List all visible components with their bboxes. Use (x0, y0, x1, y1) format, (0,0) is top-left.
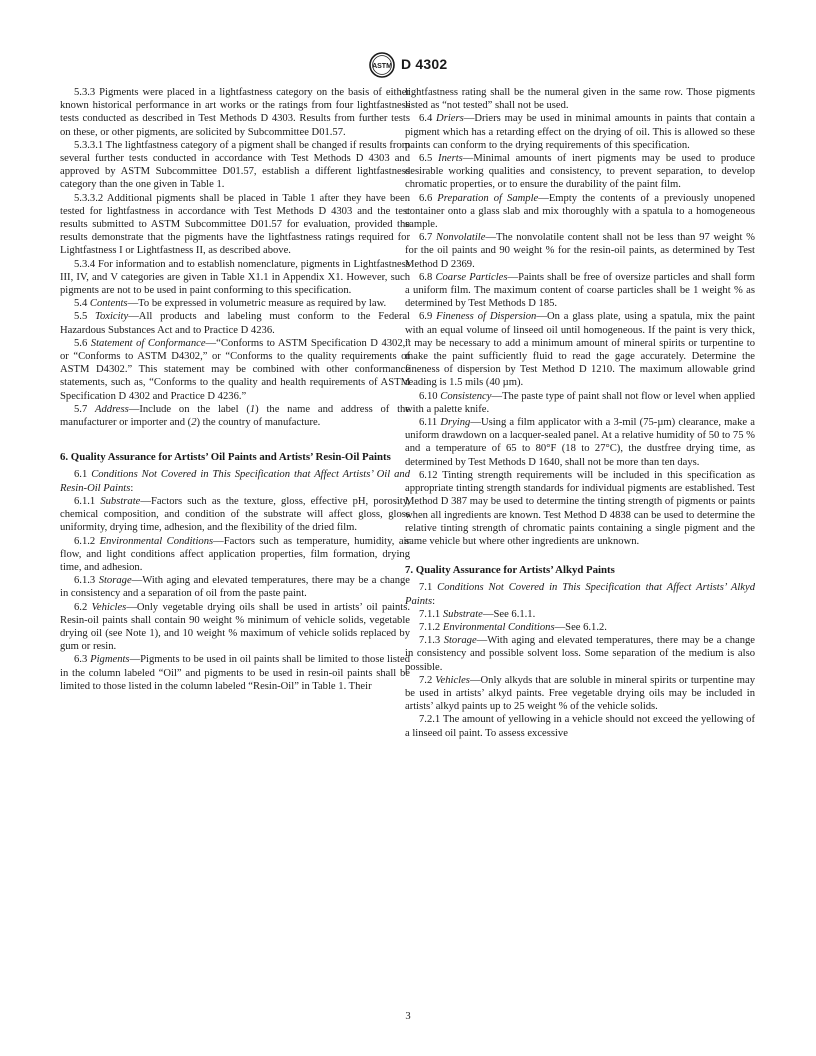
italic-run: 1 (249, 403, 256, 415)
paragraph (405, 231, 755, 271)
paragraph (405, 86, 755, 112)
text-run: 6.11 (419, 417, 441, 429)
text-run: —See 6.1.2. (554, 621, 607, 633)
paragraph (60, 297, 410, 310)
text-run: 6.1.1 (74, 495, 101, 507)
text-run: 6.2 (74, 601, 92, 613)
text-run: —Minimal amounts of inert pigments may be used to produce desirable working qualities and consistency, to prevent separation, to develop chromatic properties, or to ensure the durability of the paint film. (405, 153, 756, 191)
paragraph (405, 310, 755, 389)
text-run: 6.8 (419, 271, 436, 283)
italic-run: Contents (89, 298, 128, 310)
text-run: 7.1.2 (419, 621, 443, 633)
text-run: —All products and labeling must conform to the Federal Hazardous Substances Act and to Practice D 4236. (60, 311, 411, 336)
text-run: —The nonvolatile content shall not be less than 97 weight % for the oil paints and 90 weight % for the resin-oil paints, as determined by Test Method D 2369. (405, 232, 755, 270)
text-run: —With aging and elevated temperatures, there may be a change in consistency and a separation of oil from the paste paint. (60, 575, 410, 600)
text-run: 6.1.3 (74, 575, 99, 587)
text-run: 6.1.2 (74, 535, 100, 547)
section-heading: 6. Quality Assurance for Artists’ Oil Paints and Artists’ Resin-Oil Paints (60, 451, 391, 464)
standard-designation: D 4302 (401, 56, 448, 72)
text-run: 6.10 (419, 390, 441, 402)
text-run: ) the country of manufacture. (196, 417, 321, 429)
astm-logo-icon (369, 52, 395, 78)
paragraph (405, 634, 755, 674)
text-run: 7.2 (419, 674, 436, 686)
paragraph (405, 674, 755, 714)
text-run: —To be expressed in volumetric measure as required by law. (127, 298, 387, 310)
text-run: : (432, 595, 436, 607)
svg-text:ASTM: ASTM (372, 63, 392, 70)
text-run: 7.1.3 (419, 635, 444, 647)
text-run: 6.5 (419, 153, 439, 165)
paragraph (60, 86, 410, 139)
paragraph (60, 468, 410, 494)
italic-run: Environmental Conditions (99, 535, 214, 547)
text-run: —Empty the contents of a previously unopened container onto a glass slab and mix thoroughly with a spatula to a homogeneous sample. (405, 192, 756, 231)
text-run: 6.1 (74, 469, 92, 481)
page-number: 3 (405, 1011, 411, 1022)
paragraph (60, 653, 410, 693)
text-run: —Factors such as the texture, gloss, effective pH, porosity, chemical composition, and condition of the substrate will affect gloss, gloss uniformity, drying time, adhesion, and the flexibility of the dried film. (60, 495, 411, 534)
text-run: —With aging and elevated temperatures, there may be a change in consistency and possible solvent loss. Some separation of the medium is also possible. (405, 635, 755, 673)
left-column (60, 86, 410, 693)
text-run: 6.9 (419, 311, 437, 323)
italic-run: Coarse Particles (435, 271, 508, 283)
italic-run: Substrate (100, 495, 141, 507)
text-run: —Only alkyds that are soluble in mineral spirits or turpentine may be used in artists’ alkyd paints. Free vegetable drying oils may be included in artists’ alkyd paints up to 25 weight % of the vehicle solids. (405, 674, 755, 713)
italic-run: Driers (436, 113, 464, 125)
paragraph (405, 469, 755, 548)
section-heading: 7. Quality Assurance for Artists’ Alkyd Paints (405, 564, 615, 577)
text-run: 5.3.4 For information and to establish nomenclature, pigments in Lightfastness III, IV, and V categories are given in Table X1.1 in Appendix X1. However, such pigments are not to be used in paint conforming to this specification. (60, 258, 410, 297)
paragraph (405, 390, 755, 416)
text-run: —Using a film applicator with a 3-mil (75-µm) clearance, make a uniform drawdown on a lacquer-sealed panel. At a relative humidity of 50 to 75 % and a temperature of 65 to 80°F (18 to 27°C), the dustfree drying time, as determined by Test Methods D 1640, shall not be more than ten days. (405, 417, 755, 468)
italic-run: Drying (440, 417, 471, 429)
text-run: lightfastness rating shall be the numeral given in the same row. Those pigments listed as “not tested” shall not be used. (405, 87, 755, 112)
italic-run: Vehicles (435, 674, 470, 686)
italic-run: Conditions Not Covered in This Specification that Affect Artists’ Alkyd Paints (405, 582, 755, 607)
text-run: 5.6 (74, 337, 91, 349)
text-run: 7.1 (419, 582, 438, 594)
italic-run: Fineness of Dispersion (436, 311, 537, 323)
text-run: —Pigments to be used in oil paints shall be limited to those listed in the column labeled “Oil” and pigments to be used in resin-oil paints shall be limited to those listed in the column labeled “Resin-Oil” in Table 1. Their (60, 654, 411, 692)
text-run: 6.12 Tinting strength requirements will be included in this specification as appropriate tinting strength standards for individual pigments are established. Test Method D 387 may be used to determine the tinting strength of pigments or paints when all ingredients are known. Test Method D 4838 can be used to determine the relative tinting strength of chromatic paints containing a single pigment and the same vehicle but where other ingredients are unknown. (405, 469, 755, 547)
text-run: 5.3.3.2 Additional pigments shall be placed in Table 1 after they have been tested for lightfastness in accordance with Test Methods D 4303 and the test results submitted to ASTM Subcommittee D01.57 for evaluation, provided the results demonstrate that the pigments have the lightfastness ratings required for Lightfastness I or Lightfastness II, as described above. (60, 192, 410, 257)
text-run: 5.3.3.1 The lightfastness category of a pigment shall be changed if results from several further tests conducted in accordance with Test Methods D 4303 and approved by ASTM Subcommittee D01.57, establish a different lightfastness category than the one given in Table 1. (60, 139, 410, 191)
paragraph (60, 535, 410, 575)
paragraph (60, 574, 410, 600)
paragraph (60, 337, 410, 403)
italic-run: Conditions Not Covered in This Specification that Affect Artists’ Oil and Resin-Oil Paints (60, 469, 410, 494)
text-run: —“Conforms to ASTM Specification D 4302,” or “Conforms to ASTM D4302,” or “Conforms to the quality requirements of ASTM D4302.” This statement may be combined with other conformance statements, such as, “Conforms to the quality and health requirements of ASTM Specification D 4302 and Practice D 4236.” (60, 337, 411, 402)
text-run: —The paste type of paint shall not flow or level when applied with a palette knife. (405, 390, 755, 415)
italic-run: Vehicles (91, 601, 127, 613)
paragraph (60, 258, 410, 298)
paragraph (60, 403, 410, 429)
paragraph (405, 152, 755, 192)
italic-run: Address (95, 403, 129, 415)
text-run: —Paints shall be free of oversize particles and shall form a uniform film. The maximum content of coarse particles shall be 1 weight % as determined by Test Methods D 185. (405, 271, 755, 310)
paragraph (60, 495, 410, 535)
text-run: —On a glass plate, using a spatula, mix the paint with an equal volume of linseed oil until homogeneous. If the paint is very thick, it may be necessary to add a minimum amount of mineral spirits or turpentine to make the paint sufficiently fluid to read the gage accurately. Determine the fineness of dispersion by Test Method D 1210. The maximum allowable grind reading is 1.5 mils (40 µm). (405, 311, 756, 389)
italic-run: Preparation of Sample (437, 192, 539, 204)
paragraph (60, 192, 410, 258)
text-run: 7.1.1 (419, 608, 443, 620)
text-run: —Driers may be used in minimal amounts in paints that contain a pigment which has a retarding effect on the drying of oil. This is allowed so these paints can conform to the drying requirements of this specification. (405, 113, 755, 151)
paragraph (405, 581, 755, 607)
italic-run: Consistency (440, 390, 492, 402)
paragraph (405, 112, 755, 152)
text-run: —Factors such as temperature, humidity, air flow, and light conditions affect application properties, film formation, drying time, and adhesion. (60, 535, 410, 573)
paragraph (405, 713, 755, 739)
paragraph (405, 621, 755, 634)
text-run: 6.7 (419, 232, 437, 244)
italic-run: Toxicity (95, 311, 129, 323)
text-run: : (130, 482, 134, 494)
text-run: —Include on the label ( (128, 403, 250, 415)
italic-run: Environmental Conditions (442, 621, 555, 633)
italic-run: Statement of Conformance (90, 337, 206, 349)
italic-run: Nonvolatile (436, 232, 486, 244)
text-run: —Only vegetable drying oils shall be used in artists’ oil paints. Resin-oil paints shall contain 90 weight % minimum of vehicle solids, vegetable drying oil (see Note 1), and 10 weight % maximum of vehicle solids replaced by gum or resin. (60, 601, 410, 653)
paragraph (405, 608, 755, 621)
text-run: 5.7 (74, 403, 96, 415)
paragraph (60, 139, 410, 192)
paragraph (60, 310, 410, 336)
text-run: 6.3 (74, 654, 91, 666)
italic-run: 2 (191, 417, 197, 429)
italic-run: Pigments (90, 654, 130, 666)
right-column (405, 86, 755, 740)
page-header (0, 52, 816, 80)
italic-run: Storage (443, 635, 477, 647)
text-run: 7.2.1 The amount of yellowing in a vehicle should not exceed the yellowing of a linseed oil paint. To assess excessive (405, 714, 755, 739)
text-run: —See 6.1.1. (482, 608, 536, 620)
paragraph (405, 192, 755, 232)
italic-run: Substrate (442, 608, 483, 620)
text-run: 5.3.3 Pigments were placed in a lightfastness category on the basis of either known historical performance in art works or the ratings from four lightfastness tests conducted as described in Test Methods D 4303. Results from further tests on these, or other pigments, are solicited by Subcommittee D01.57. (60, 87, 410, 138)
text-run: 6.4 (419, 113, 437, 125)
paragraph (405, 271, 755, 311)
text-run: 5.4 (74, 298, 90, 310)
italic-run: Inerts (438, 153, 463, 165)
paragraph (405, 416, 755, 469)
text-run: 5.5 (74, 311, 96, 323)
paragraph (60, 601, 410, 654)
italic-run: Storage (98, 575, 132, 587)
text-run: ) the name and address of the manufacturer or importer and ( (60, 403, 411, 429)
text-run: 6.6 (419, 192, 438, 204)
